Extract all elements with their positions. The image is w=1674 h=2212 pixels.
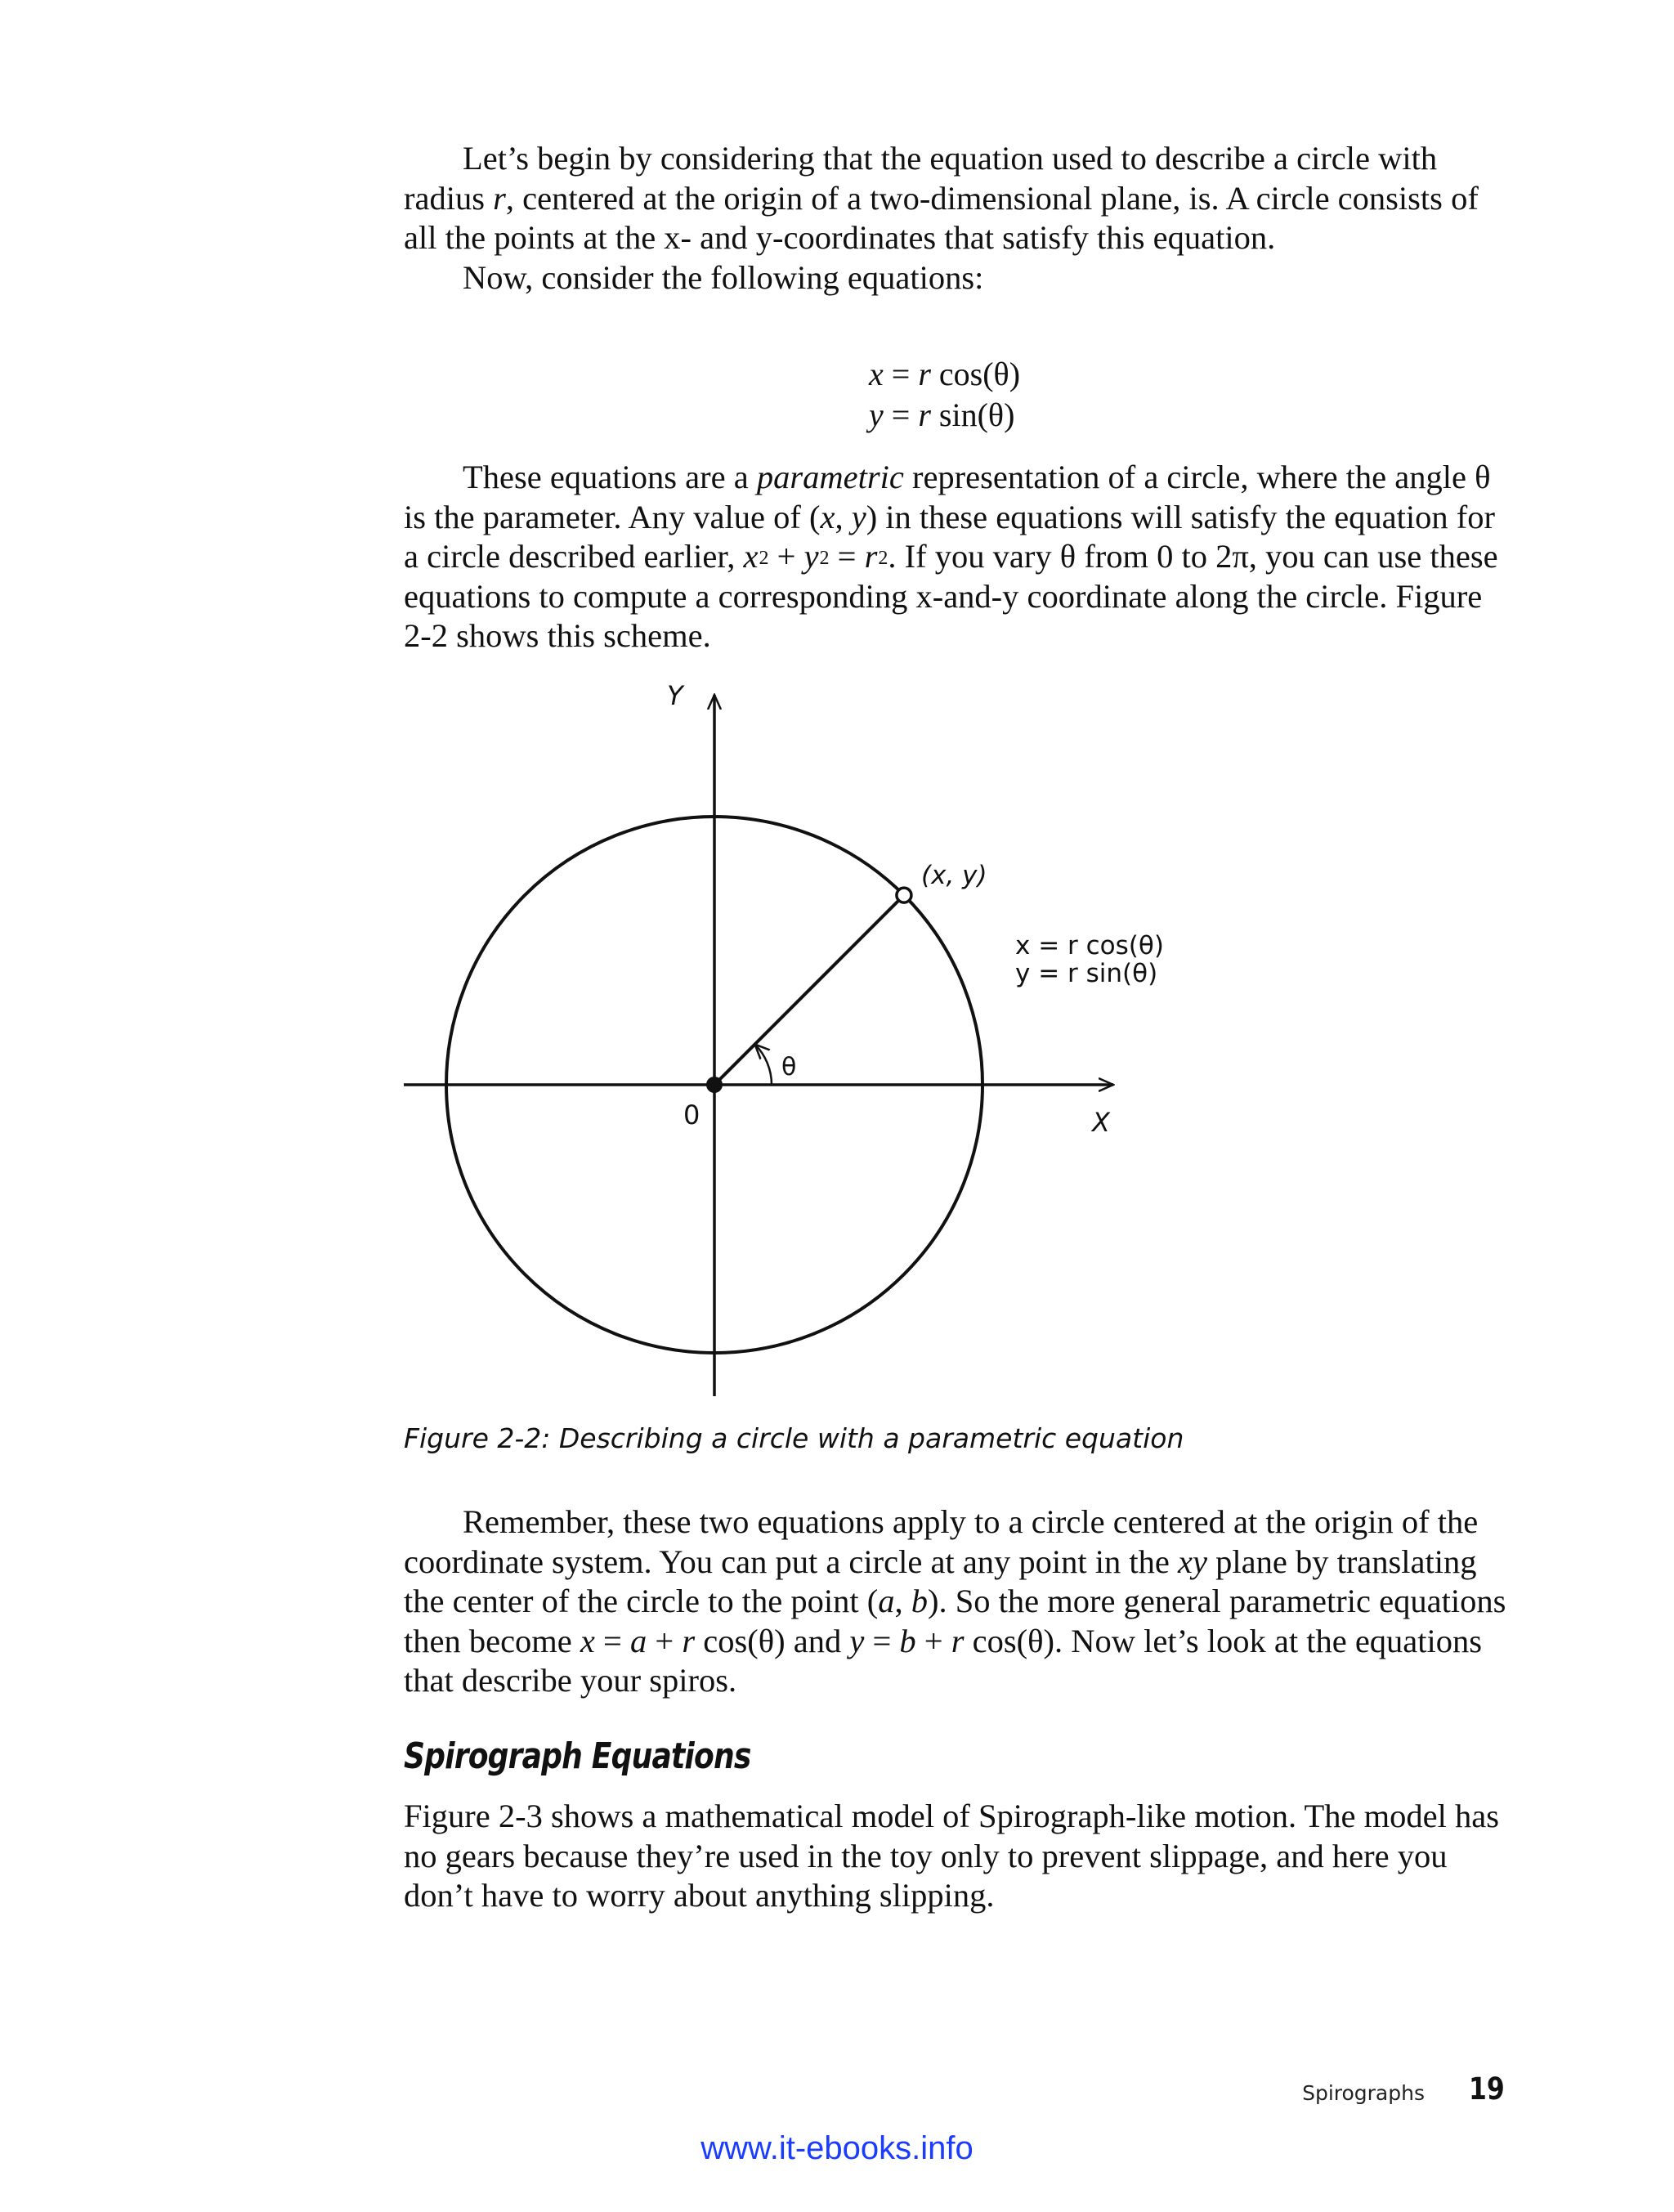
figure-equation-y: y = r sin(θ) xyxy=(1015,959,1158,988)
y-axis-label: Y xyxy=(667,680,683,711)
equation-y: y = r sin(θ) xyxy=(869,396,1015,433)
parametric-text xyxy=(404,458,1507,656)
equation-x: x = r cos(θ) xyxy=(869,356,1021,392)
point-on-circle xyxy=(897,888,911,902)
angle-label: θ xyxy=(781,1053,797,1081)
section-heading: Spirograph Equations xyxy=(404,1735,751,1777)
origin-label: 0 xyxy=(683,1099,700,1131)
point-label: (x, y) xyxy=(921,861,987,890)
radius-line xyxy=(714,895,904,1085)
general-text xyxy=(404,1502,1507,1701)
paragraph-consider: Now, consider the following equations: xyxy=(463,258,984,296)
paragraph-spirograph-model: Figure 2-3 shows a mathematical model of Spirograph-like motion. The model has no gears because they’re used in the toy only to prevent slippage, and here you don’t have to worry about anything slipping. xyxy=(404,1798,1499,1914)
figure-equation-x: x = r cos(θ) xyxy=(1015,931,1164,960)
spirograph-text xyxy=(404,1797,1507,1916)
parametric-equations xyxy=(869,354,1020,436)
page-number: 19 xyxy=(1469,2071,1505,2107)
origin-point xyxy=(706,1077,723,1093)
x-axis-label: X xyxy=(1092,1107,1110,1138)
angle-arc xyxy=(754,1045,772,1085)
paragraph-circle-intro: Let’s begin by considering that the equation used to describe a circle with radius r, centered at the origin of a two-dimensional plane, is. A circle consists of all the points at the x- and y-coordinates that satisfy this equation. xyxy=(404,140,1479,256)
running-head: Spirographs xyxy=(1302,2081,1425,2105)
circle-diagram xyxy=(401,677,1164,1413)
intro-text xyxy=(404,139,1507,298)
paragraph-parametric: These equations are a parametric representation of a circle, where the angle θ is the parameter. Any value of (x, y) in these equations will satisfy the equation for a circle described earlier, $x^2 + y^2 = r^2$. If you vary θ from 0 to 2π, you can use these equations to compute a corresponding x-and-y coordinate along the circle. Figure 2-2 shows this scheme. xyxy=(404,459,1498,654)
figure-caption: Figure 2-2: Describing a circle with a parametric equation xyxy=(404,1422,1184,1454)
watermark-link[interactable]: www.it-ebooks.info xyxy=(700,2130,974,2166)
paragraph-general: Remember, these two equations apply to a circle centered at the origin of the coordinate system. You can put a circle at any point in the xy plane by translating the center of the circle to the point (a, b). So the more general parametric equations then become x = a + r cos(θ) and y = b + r cos(θ). Now let’s look at the equations that describe your spiros. xyxy=(404,1503,1506,1699)
